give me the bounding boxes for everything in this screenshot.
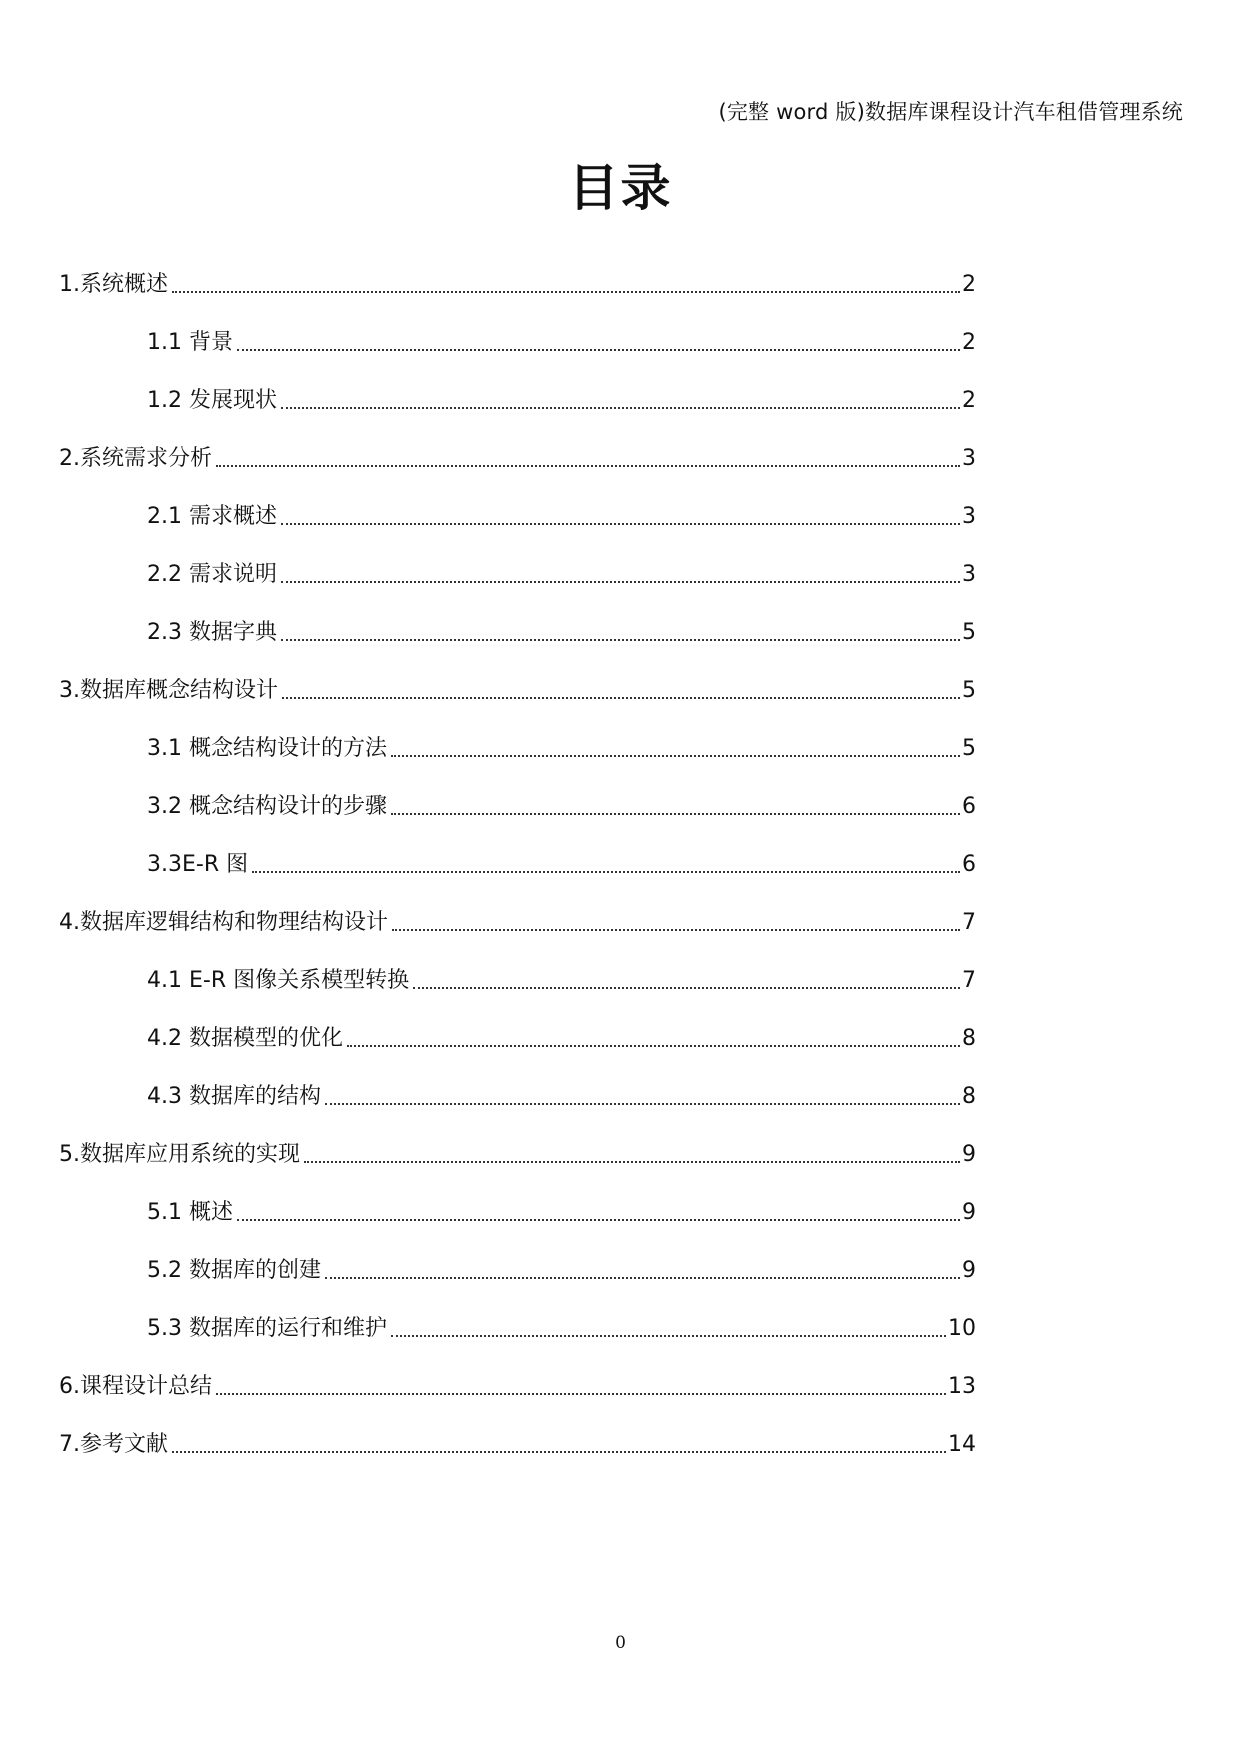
toc-entry-label: 5.3 数据库的运行和维护 <box>147 1316 387 1341</box>
toc-entry-5-1[interactable] <box>147 1198 976 1228</box>
toc-entry-page: 14 <box>948 1432 976 1457</box>
toc-entry-page: 6 <box>962 852 976 877</box>
toc-entry-page: 7 <box>962 968 976 993</box>
toc-entry-label: 2.3 数据字典 <box>147 620 277 645</box>
toc-entry-label: 3.数据库概念结构设计 <box>59 678 278 703</box>
toc-entry-7[interactable] <box>59 1430 976 1460</box>
toc-entry-3-3[interactable] <box>147 850 976 880</box>
dot-leader <box>391 813 960 815</box>
toc-entry-page: 9 <box>962 1200 976 1225</box>
toc-entry-4[interactable] <box>59 908 976 938</box>
toc-entry-label: 4.3 数据库的结构 <box>147 1084 321 1109</box>
page-number: 0 <box>615 1633 626 1653</box>
dot-leader <box>216 1393 946 1395</box>
dot-leader <box>347 1045 960 1047</box>
dot-leader <box>391 1335 946 1337</box>
toc-entry-4-1[interactable] <box>147 966 976 996</box>
dot-leader <box>281 523 960 525</box>
dot-leader <box>237 349 960 351</box>
toc-entry-label: 4.数据库逻辑结构和物理结构设计 <box>59 910 388 935</box>
toc-entry-label: 4.2 数据模型的优化 <box>147 1026 343 1051</box>
dot-leader <box>281 639 960 641</box>
toc-entry-page: 9 <box>962 1142 976 1167</box>
toc-entry-page: 2 <box>962 272 976 297</box>
toc-entry-2-3[interactable] <box>147 618 976 648</box>
toc-entry-page: 5 <box>962 620 976 645</box>
dot-leader <box>252 871 960 873</box>
toc-entry-label: 1.系统概述 <box>59 272 168 297</box>
toc-entry-label: 4.1 E-R 图像关系模型转换 <box>147 968 410 993</box>
running-header: (完整 word 版)数据库课程设计汽车租借管理系统 <box>718 100 1183 124</box>
dot-leader <box>304 1161 960 1163</box>
dot-leader <box>281 407 960 409</box>
toc-entry-page: 6 <box>962 794 976 819</box>
toc-entry-page: 7 <box>962 910 976 935</box>
toc-entry-label: 2.1 需求概述 <box>147 504 277 529</box>
toc-entry-label: 1.1 背景 <box>147 330 233 355</box>
toc-entry-5[interactable] <box>59 1140 976 1170</box>
toc-entry-1[interactable] <box>59 270 976 300</box>
toc-entry-3-1[interactable] <box>147 734 976 764</box>
toc-entry-3-2[interactable] <box>147 792 976 822</box>
dot-leader <box>282 697 960 699</box>
toc-entry-6[interactable] <box>59 1372 976 1402</box>
toc-entry-page: 5 <box>962 678 976 703</box>
toc-entry-page: 8 <box>962 1084 976 1109</box>
toc-entry-2-1[interactable] <box>147 502 976 532</box>
toc-entry-page: 13 <box>948 1374 976 1399</box>
toc-entry-4-3[interactable] <box>147 1082 976 1112</box>
toc-entry-label: 7.参考文献 <box>59 1432 168 1457</box>
toc-entry-label: 3.3E-R 图 <box>147 852 249 877</box>
toc-entry-page: 5 <box>962 736 976 761</box>
toc-entry-5-3[interactable] <box>147 1314 976 1344</box>
toc-entry-page: 8 <box>962 1026 976 1051</box>
dot-leader <box>391 755 960 757</box>
toc-entry-3[interactable] <box>59 676 976 706</box>
dot-leader <box>216 465 960 467</box>
toc-entry-label: 3.1 概念结构设计的方法 <box>147 736 387 761</box>
dot-leader <box>325 1277 960 1279</box>
dot-leader <box>172 291 960 293</box>
toc-entry-5-2[interactable] <box>147 1256 976 1286</box>
toc-entry-2-2[interactable] <box>147 560 976 590</box>
toc-entry-page: 10 <box>948 1316 976 1341</box>
toc-entry-page: 3 <box>962 446 976 471</box>
toc-title: 目录 <box>568 159 673 217</box>
toc-entry-label: 2.2 需求说明 <box>147 562 277 587</box>
toc-entry-label: 5.2 数据库的创建 <box>147 1258 321 1283</box>
toc-entry-label: 3.2 概念结构设计的步骤 <box>147 794 387 819</box>
toc-entry-label: 1.2 发展现状 <box>147 388 277 413</box>
toc-entry-1-1[interactable] <box>147 328 976 358</box>
toc-entry-label: 5.数据库应用系统的实现 <box>59 1142 300 1167</box>
toc-entry-page: 2 <box>962 330 976 355</box>
dot-leader <box>281 581 960 583</box>
toc-entry-1-2[interactable] <box>147 386 976 416</box>
dot-leader <box>237 1219 960 1221</box>
toc-entry-label: 6.课程设计总结 <box>59 1374 212 1399</box>
toc-entry-page: 3 <box>962 562 976 587</box>
dot-leader <box>392 929 960 931</box>
toc-entry-page: 9 <box>962 1258 976 1283</box>
toc-entry-page: 2 <box>962 388 976 413</box>
toc-entry-4-2[interactable] <box>147 1024 976 1054</box>
toc-entry-label: 2.系统需求分析 <box>59 446 212 471</box>
toc-entry-2[interactable] <box>59 444 976 474</box>
dot-leader <box>325 1103 960 1105</box>
toc-entry-page: 3 <box>962 504 976 529</box>
dot-leader <box>413 987 960 989</box>
toc-entry-label: 5.1 概述 <box>147 1200 233 1225</box>
dot-leader <box>172 1451 946 1453</box>
